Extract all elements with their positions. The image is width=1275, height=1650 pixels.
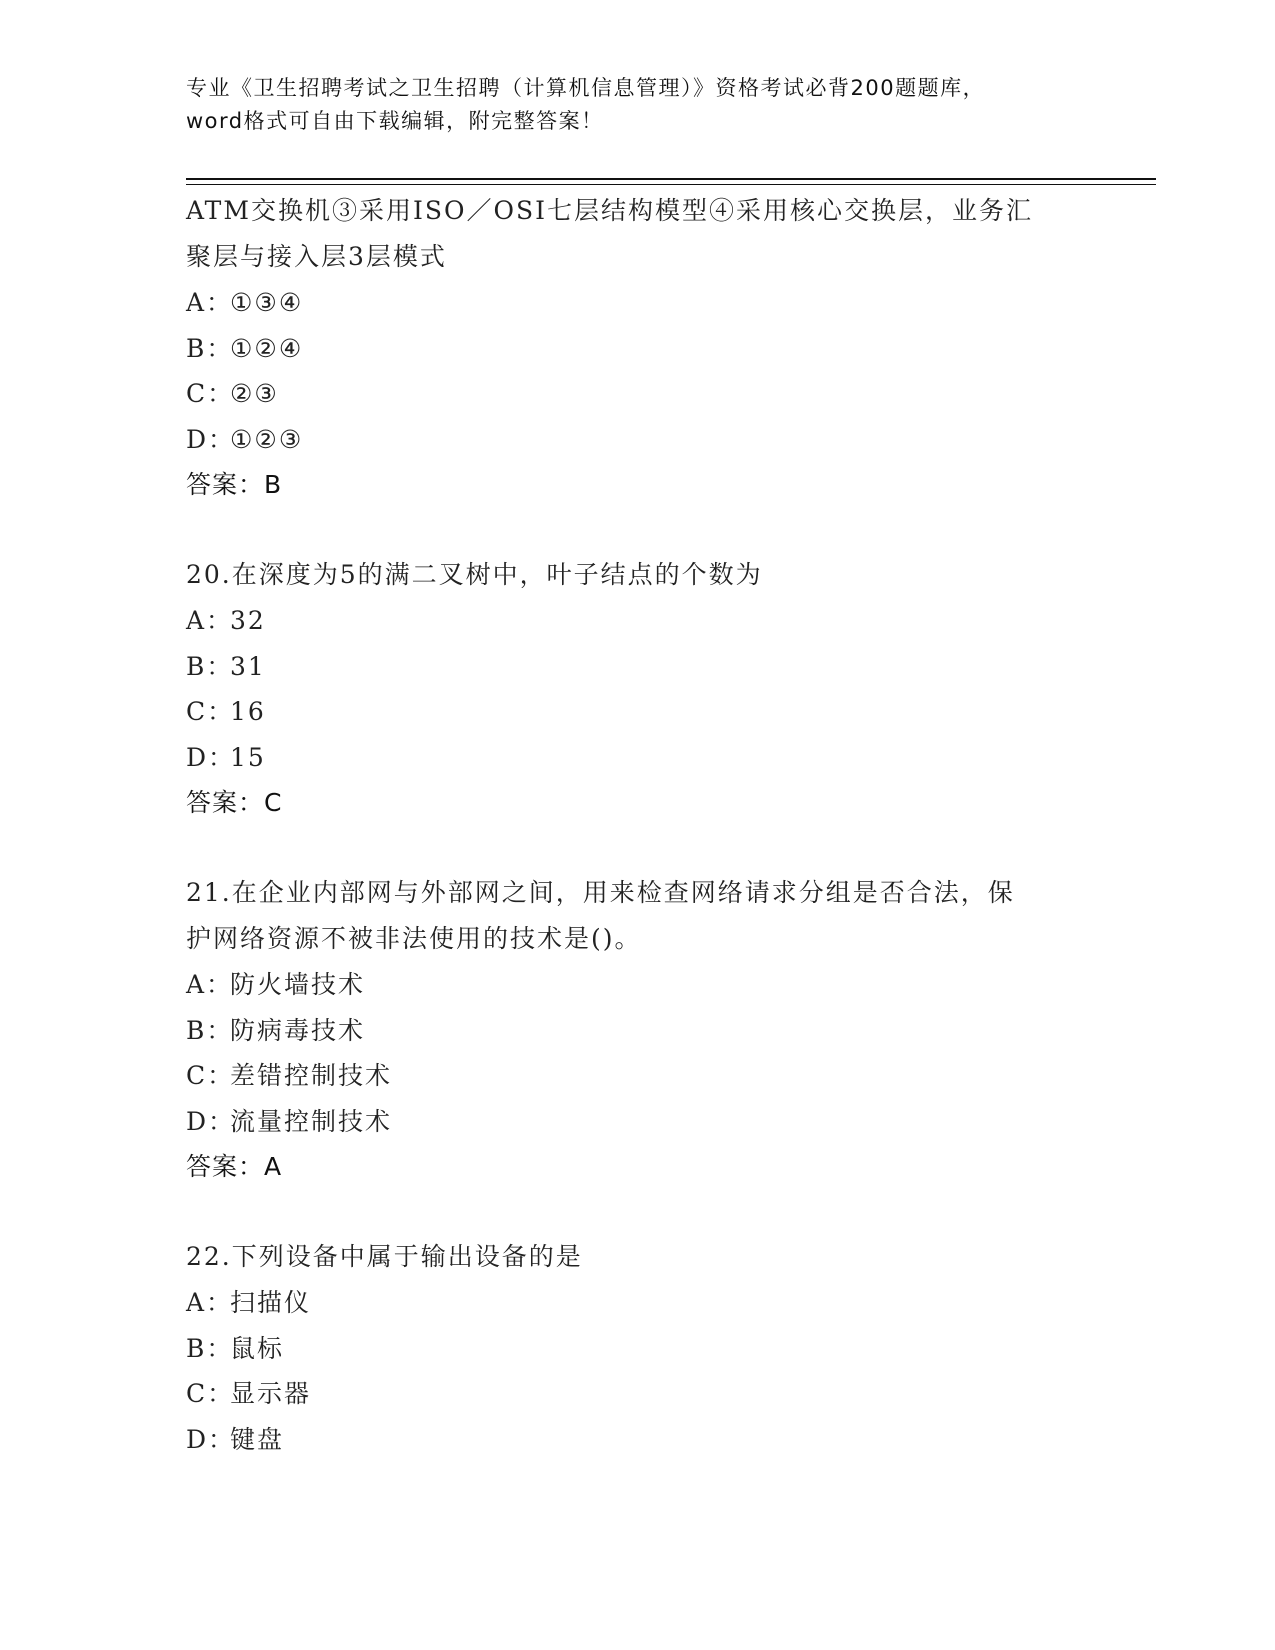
header-line-2: word格式可自由下载编辑，附完整答案！ <box>186 109 604 133</box>
option-c <box>186 371 1086 417</box>
option-label: B： <box>186 651 234 681</box>
option-a <box>186 280 1086 326</box>
question-list <box>186 188 1086 1462</box>
option-text: 16 <box>230 697 266 726</box>
question-text-line: 20.在深度为5的满二叉树中，叶子结点的个数为 <box>186 560 763 589</box>
answer-line: 答案：B <box>186 470 283 499</box>
option-c <box>186 1371 1086 1417</box>
option-d <box>186 1099 1086 1145</box>
question-text-line: ATM交换机③采用ISO／OSI七层结构模型④采用核心交换层，业务汇 <box>186 196 1033 225</box>
option-text: 防病毒技术 <box>230 1015 366 1045</box>
option-label: C： <box>186 1379 235 1408</box>
option-text: 32 <box>230 606 266 635</box>
option-label: D： <box>186 1424 236 1454</box>
option-a <box>186 598 1086 644</box>
option-b <box>186 326 1086 372</box>
option-label: B： <box>186 1015 234 1045</box>
question-block <box>186 188 1086 508</box>
option-d <box>186 417 1086 463</box>
question-block <box>186 870 1086 1190</box>
option-a <box>186 962 1086 1008</box>
option-d <box>186 1417 1086 1463</box>
option-d <box>186 735 1086 781</box>
option-label: D： <box>186 424 236 454</box>
question-block <box>186 1234 1086 1462</box>
option-text: 差错控制技术 <box>230 1061 393 1090</box>
option-label: C： <box>186 379 235 408</box>
option-text: 显示器 <box>230 1379 312 1408</box>
question-block <box>186 552 1086 826</box>
option-text: ①③④ <box>230 288 304 317</box>
option-label: D： <box>186 1106 236 1136</box>
option-label: B： <box>186 1333 234 1363</box>
option-label: A： <box>186 288 234 317</box>
option-b <box>186 644 1086 690</box>
option-label: C： <box>186 1061 235 1090</box>
option-text: 防火墙技术 <box>230 970 366 999</box>
option-label: A： <box>186 606 234 635</box>
document-header <box>186 72 1086 138</box>
option-label: A： <box>186 1288 234 1317</box>
option-label: C： <box>186 697 235 726</box>
answer-line: 答案：A <box>186 1152 283 1181</box>
header-divider-thin <box>186 184 1156 185</box>
question-text-line: 护网络资源不被非法使用的技术是()。 <box>186 924 642 953</box>
answer-line: 答案：C <box>186 788 283 817</box>
option-label: D： <box>186 742 236 772</box>
option-text: 键盘 <box>230 1424 285 1454</box>
option-text: 流量控制技术 <box>230 1106 393 1136</box>
header-divider-thick <box>186 178 1156 180</box>
option-text: ①②④ <box>230 333 304 363</box>
option-text: ①②③ <box>230 424 304 454</box>
question-text-line: 聚层与接入层3层模式 <box>186 242 447 271</box>
header-line-1: 专业《卫生招聘考试之卫生招聘（计算机信息管理）》资格考试必背200题题库， <box>186 76 986 100</box>
option-label: A： <box>186 970 234 999</box>
option-text: 15 <box>230 742 266 772</box>
option-text: 31 <box>230 651 266 681</box>
option-text: 鼠标 <box>230 1333 285 1363</box>
option-text: 扫描仪 <box>230 1288 312 1317</box>
question-text-line: 21.在企业内部网与外部网之间，用来检查网络请求分组是否合法，保 <box>186 878 1015 907</box>
option-b <box>186 1326 1086 1372</box>
option-a <box>186 1280 1086 1326</box>
question-text-line: 22.下列设备中属于输出设备的是 <box>186 1242 583 1271</box>
option-text: ②③ <box>230 379 279 408</box>
option-c <box>186 689 1086 735</box>
option-b <box>186 1008 1086 1054</box>
option-label: B： <box>186 333 234 363</box>
option-c <box>186 1053 1086 1099</box>
